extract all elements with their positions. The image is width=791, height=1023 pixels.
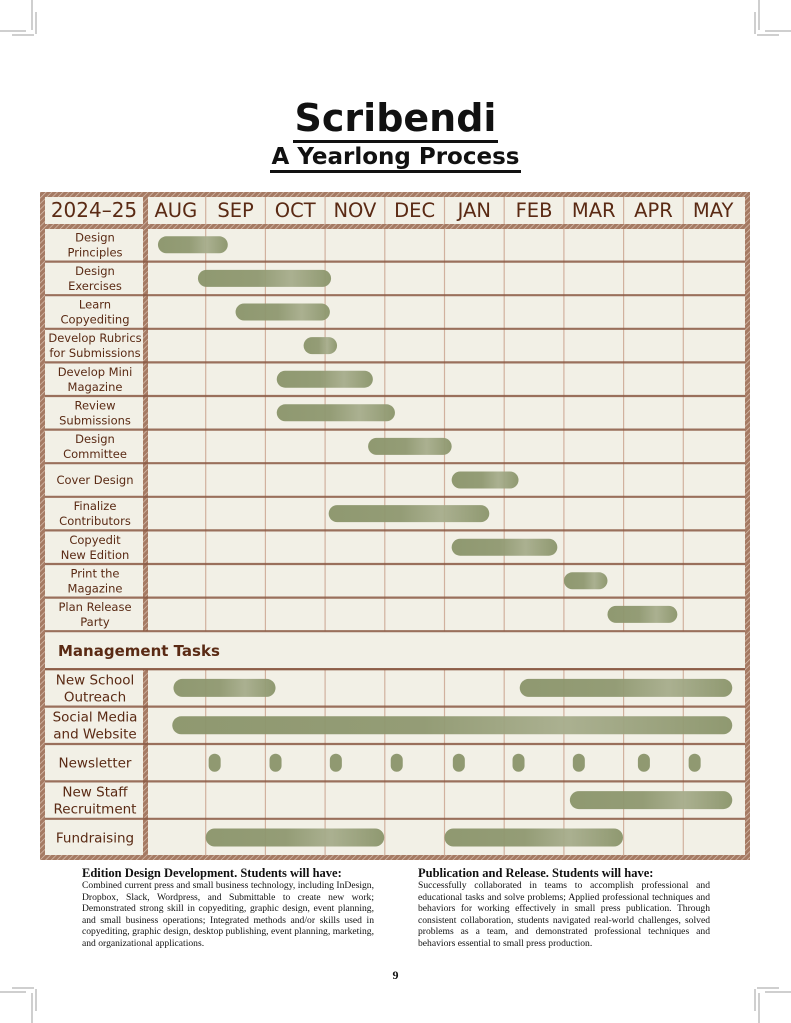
chart-frame-bottom: [40, 856, 750, 860]
gantt-bar: [570, 791, 732, 809]
gantt-bar: [564, 572, 608, 589]
month-label: AUG: [154, 199, 198, 222]
task-label-line: Exercises: [68, 279, 122, 294]
task-label-line: Copyediting: [60, 312, 130, 327]
crop-mark-bottom-left: [31, 993, 33, 1023]
crop-mark-top-right: [765, 30, 791, 32]
newsletter-marker: [391, 754, 403, 772]
task-label: [59, 756, 132, 772]
gantt-bar: [198, 270, 331, 287]
gantt-bar: [445, 829, 624, 847]
newsletter-marker: [638, 754, 650, 772]
task-label: [67, 230, 122, 259]
crop-mark-top-right: [758, 0, 760, 30]
gantt-bar: [236, 304, 330, 321]
month-label: MAR: [571, 199, 616, 222]
crop-mark-bottom-left: [0, 991, 26, 993]
crop-mark-top-left: [35, 12, 37, 34]
task-label-line: Submissions: [59, 413, 131, 428]
month-label: FEB: [515, 199, 553, 222]
task-label-line: Plan Release: [58, 600, 132, 615]
gantt-bar: [173, 679, 275, 697]
task-label-line: Party: [80, 615, 110, 630]
task-label-line: Committee: [63, 447, 127, 462]
outcome-body: Successfully collaborated in teams to accomplish professional and educational tasks and solve problems; Applied professional techniques and behaviors for working effectively in small press publication. Through consistent collaboration, students navigated real-world challenges, solved problems as a team, and demonstrated professional techniques and behaviors essential to small press production.: [418, 880, 710, 949]
task-label-line: Recruitment: [53, 801, 137, 818]
crop-mark-bottom-left: [35, 989, 37, 1011]
outcome-block-publication: [418, 866, 710, 950]
page-number: 9: [392, 968, 399, 982]
newsletter-marker: [453, 754, 465, 772]
month-label: DEC: [394, 199, 436, 222]
crop-mark-top-right: [754, 12, 756, 34]
crop-mark-bottom-right: [765, 991, 791, 993]
task-label-line: Principles: [67, 245, 123, 260]
month-label: APR: [634, 199, 673, 222]
subtitle-text: A Yearlong Process: [270, 144, 522, 173]
crop-mark-bottom-right: [754, 989, 756, 1011]
task-label-line: Contributors: [59, 514, 131, 529]
task-label-line: Copyedit: [69, 532, 121, 547]
task-label-line: for Submissions: [49, 346, 141, 361]
newsletter-marker: [330, 754, 342, 772]
gantt-bar: [607, 606, 677, 623]
task-label-line: Fundraising: [55, 830, 135, 847]
task-label-line: Finalize: [73, 499, 117, 514]
gantt-bar: [452, 472, 519, 489]
crop-mark-top-left: [0, 30, 26, 32]
page-title: [0, 96, 791, 140]
task-label: [56, 830, 134, 846]
month-label: OCT: [274, 199, 316, 222]
gantt-bar: [304, 337, 337, 354]
gantt-bar: [520, 679, 733, 697]
month-label: NOV: [333, 199, 377, 222]
task-label-line: New School: [55, 672, 135, 689]
task-label-line: Social Media: [52, 709, 138, 726]
task-label-line: Magazine: [67, 379, 123, 394]
crop-mark-bottom-right: [758, 993, 760, 1023]
task-label: [68, 566, 123, 595]
task-label-line: Learn: [78, 297, 112, 312]
month-label: MAY: [692, 199, 734, 222]
task-label-line: Review: [74, 398, 116, 413]
newsletter-marker: [209, 754, 221, 772]
task-label: [54, 784, 137, 817]
crop-mark-top-left: [31, 0, 33, 30]
gantt-bar: [452, 539, 558, 556]
task-label-line: Newsletter: [58, 755, 132, 772]
crop-mark-bottom-left: [12, 987, 34, 989]
task-label-line: Design: [75, 264, 115, 279]
task-label-line: New Staff: [62, 784, 128, 801]
gantt-bar: [277, 404, 395, 421]
task-label: [68, 264, 122, 293]
outcome-body: Combined current press and small business technology, including InDesign, Dropbox, Slack, Wordpress, and Submittable to create new work; Demonstrated strong skill in copyediting, graphic design, event planning, and small business operations; Integrated methods and/or skills used in copyediting, graphic design, desktop publishing, event planning, marketing, and organizational applications.: [82, 880, 374, 949]
section-label-management: Management Tasks: [58, 642, 220, 661]
outcome-block-edition: [82, 866, 374, 950]
year-label: 2024–25: [50, 198, 138, 222]
task-label: [56, 473, 133, 487]
newsletter-marker: [689, 754, 701, 772]
header-divider: [45, 224, 745, 229]
task-label-line: Print the: [70, 566, 120, 581]
gantt-chart: [40, 192, 750, 860]
gantt-bar: [329, 505, 490, 522]
task-label-line: Magazine: [67, 581, 123, 596]
page-subtitle: [0, 143, 791, 171]
task-label-line: Develop Rubrics: [48, 331, 142, 346]
month-label: SEP: [217, 199, 254, 222]
task-label-line: Cover Design: [56, 473, 134, 488]
newsletter-marker: [270, 754, 282, 772]
gantt-bar: [158, 236, 228, 253]
outcome-heading: Edition Design Development. Students will have:: [82, 866, 342, 880]
task-label-line: Develop Mini: [57, 364, 133, 379]
label-column-divider: [143, 669, 148, 856]
newsletter-marker: [513, 754, 525, 772]
gantt-bar: [277, 371, 373, 388]
task-label: [56, 672, 135, 705]
title-text: Scribendi: [293, 96, 499, 143]
gantt-bar: [206, 829, 385, 847]
outcome-heading: Publication and Release. Students will have:: [418, 866, 654, 880]
task-label-line: Design: [75, 432, 115, 447]
task-label-line: Design: [75, 230, 115, 245]
month-label: JAN: [457, 199, 492, 222]
crop-mark-top-left: [12, 34, 34, 36]
crop-mark-top-right: [757, 34, 779, 36]
gantt-bar: [368, 438, 452, 455]
task-label-line: Outreach: [63, 689, 127, 706]
task-label: [58, 365, 133, 394]
task-label: [53, 710, 138, 743]
task-label: [61, 533, 130, 562]
newsletter-marker: [573, 754, 585, 772]
gantt-bar: [172, 716, 732, 734]
task-label-line: and Website: [53, 726, 137, 743]
task-label-line: New Edition: [60, 547, 130, 562]
crop-mark-bottom-right: [757, 987, 779, 989]
task-label: [48, 331, 141, 360]
